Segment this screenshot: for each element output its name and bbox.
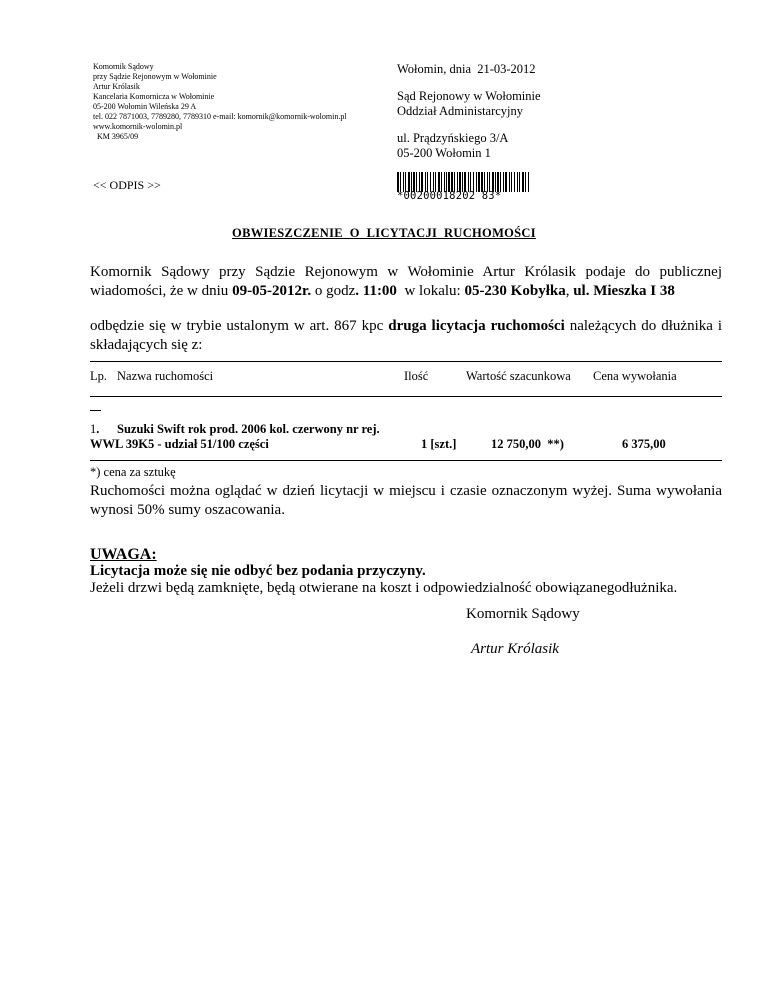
odpis-label: << ODPIS >>: [93, 178, 161, 192]
sender-line: 05-200 Wołomin Wileńska 29 A: [93, 102, 197, 111]
barcode-bar: [478, 172, 480, 192]
row-lp-dot: .: [96, 422, 100, 436]
intro-text: o godz: [311, 283, 356, 299]
intro-text: ,: [565, 283, 574, 299]
barcode-bar: [425, 172, 426, 192]
barcode-graphic: [397, 172, 530, 192]
row-qty: 1 [szt.]: [421, 437, 457, 451]
procedure-text: odbędzie się w trybie ustalonym w art. 867 kpc: [90, 318, 389, 334]
barcode-bar: [476, 172, 477, 192]
barcode: [397, 172, 530, 202]
barcode-bar: [470, 172, 471, 192]
auction-date: 09-05-2012r.: [232, 283, 312, 299]
barcode-bar: [492, 172, 494, 192]
procedure-paragraph: [90, 317, 722, 355]
barcode-bar: [509, 172, 510, 192]
barcode-bar: [487, 172, 488, 192]
warning-text: Jeżeli drzwi będą zamknięte, będą otwierane na koszt i odpowiedzialność obowiązanegodłużnika.: [90, 580, 678, 596]
barcode-bar: [451, 172, 453, 192]
row-dash: [90, 410, 101, 411]
col-header-value: Wartość szacunkowa: [466, 369, 571, 383]
sender-line: przy Sądzie Rejonowym w Wołominie: [93, 72, 217, 81]
col-header-lp: Lp.: [90, 369, 108, 383]
barcode-bar: [433, 172, 434, 192]
barcode-bar: [438, 172, 440, 192]
table-footnote: *) cena za sztukę: [90, 465, 176, 479]
sender-line: Kancelaria Komornicza w Wołominie: [93, 92, 215, 101]
procedure-text: należących do dłużnika i składających się z:: [90, 318, 723, 353]
barcode-bar: [430, 172, 431, 192]
document-title: OBWIESZCZENIE O LICYTACJI RUCHOMOŚCI: [232, 226, 536, 240]
barcode-bar: [500, 172, 501, 192]
barcode-bar: [468, 172, 469, 192]
barcode-bar: [484, 172, 485, 192]
row-name-line1: Suzuki Swift rok prod. 2006 kol. czerwony nr rej.: [117, 422, 380, 436]
recipient-line1: Sąd Rejonowy w Wołominie: [397, 89, 541, 103]
sender-block: [93, 62, 347, 142]
auction-street: ul. Mieszka I 38: [573, 283, 675, 299]
recipient-city: 05-200 Wołomin 1: [397, 146, 491, 160]
auction-type: druga licytacja ruchomości: [388, 318, 565, 334]
barcode-bar: [457, 172, 458, 192]
barcode-bar: [519, 172, 520, 192]
warning-heading: UWAGA:: [90, 546, 157, 563]
barcode-bar: [464, 172, 466, 192]
table-header-rule: [90, 396, 722, 397]
table-bottom-rule: [90, 460, 722, 461]
barcode-bar: [511, 172, 512, 192]
recipient-name: [397, 89, 541, 119]
barcode-bar: [514, 172, 515, 192]
barcode-bar: [421, 172, 423, 192]
barcode-bar: [459, 172, 461, 192]
barcode-bar: [441, 172, 442, 192]
row-name-line2: WWL 39K5 - udział 51/100 części: [90, 437, 269, 451]
case-number: KM 3965/09: [93, 132, 139, 141]
recipient-line2: Oddział Administarcyjny: [397, 104, 524, 118]
barcode-bar: [481, 172, 483, 192]
barcode-bar: [435, 172, 436, 192]
barcode-bar: [413, 172, 415, 192]
intro-text: Komornik Sądowy przy Sądzie Rejonowym w Wołominie Artur Królasik podaje do publicznej wiadomości, że w dniu: [90, 264, 722, 299]
table-row: [90, 422, 722, 456]
barcode-bar: [489, 172, 490, 192]
signature-name: Artur Królasik: [471, 641, 559, 657]
auction-place: 05-230 Kobyłka: [464, 283, 566, 299]
barcode-bar: [444, 172, 445, 192]
place-date: Wołomin, dnia 21-03-2012: [397, 62, 536, 76]
barcode-bar: [446, 172, 447, 192]
row-value: 12 750,00 **): [491, 437, 564, 451]
row-price: 6 375,00: [622, 437, 666, 451]
col-header-price: Cena wywołania: [593, 369, 677, 383]
barcode-text: *00200018202 83*: [397, 190, 502, 202]
intro-paragraph: [90, 263, 722, 301]
barcode-bar: [495, 172, 496, 192]
barcode-bar: [517, 172, 518, 192]
barcode-bar: [427, 172, 428, 192]
row-lp-number: 1: [90, 422, 97, 436]
col-header-name: Nazwa ruchomości: [117, 369, 214, 383]
intro-text: w lokalu:: [396, 283, 465, 299]
barcode-bar: [497, 172, 499, 192]
barcode-bar: [400, 172, 401, 192]
barcode-bar: [405, 172, 406, 192]
table-top-rule: [90, 361, 722, 362]
signature-title: Komornik Sądowy: [466, 606, 580, 622]
barcode-bar: [419, 172, 420, 192]
barcode-bar: [448, 172, 450, 192]
sender-line: Komornik Sądowy: [93, 62, 154, 71]
barcode-bar: [462, 172, 463, 192]
sender-line: tel. 022 7871003, 7789280, 7789310 e-mail: komornik@komornik-wolomin.pl: [93, 112, 347, 121]
barcode-bar: [397, 172, 399, 192]
auction-time: . 11:00: [355, 283, 397, 299]
barcode-bar: [411, 172, 412, 192]
barcode-bar: [403, 172, 404, 192]
recipient-address: [397, 131, 508, 161]
recipient-street: ul. Prądzyńskiego 3/A: [397, 131, 509, 145]
barcode-bar: [528, 172, 529, 192]
barcode-bar: [408, 172, 410, 192]
barcode-bar: [473, 172, 474, 192]
sender-line: www.komornik-wolomin.pl: [93, 122, 183, 131]
col-header-qty: Ilość: [404, 369, 429, 383]
barcode-bar: [416, 172, 417, 192]
barcode-bar: [454, 172, 455, 192]
row-lp: [90, 422, 99, 437]
barcode-bar: [503, 172, 504, 192]
sender-line: Artur Królasik: [93, 82, 140, 91]
barcode-bar: [525, 172, 526, 192]
viewing-paragraph: Ruchomości można oglądać w dzień licytacji w miejscu i czasie oznaczonym wyżej. Suma wywołania wynosi 50% sumy oszacowania.: [90, 483, 722, 518]
warning-bold: Licytacja może się nie odbyć bez podania przyczyny.: [90, 563, 426, 579]
barcode-bar: [522, 172, 524, 192]
barcode-bar: [505, 172, 507, 192]
